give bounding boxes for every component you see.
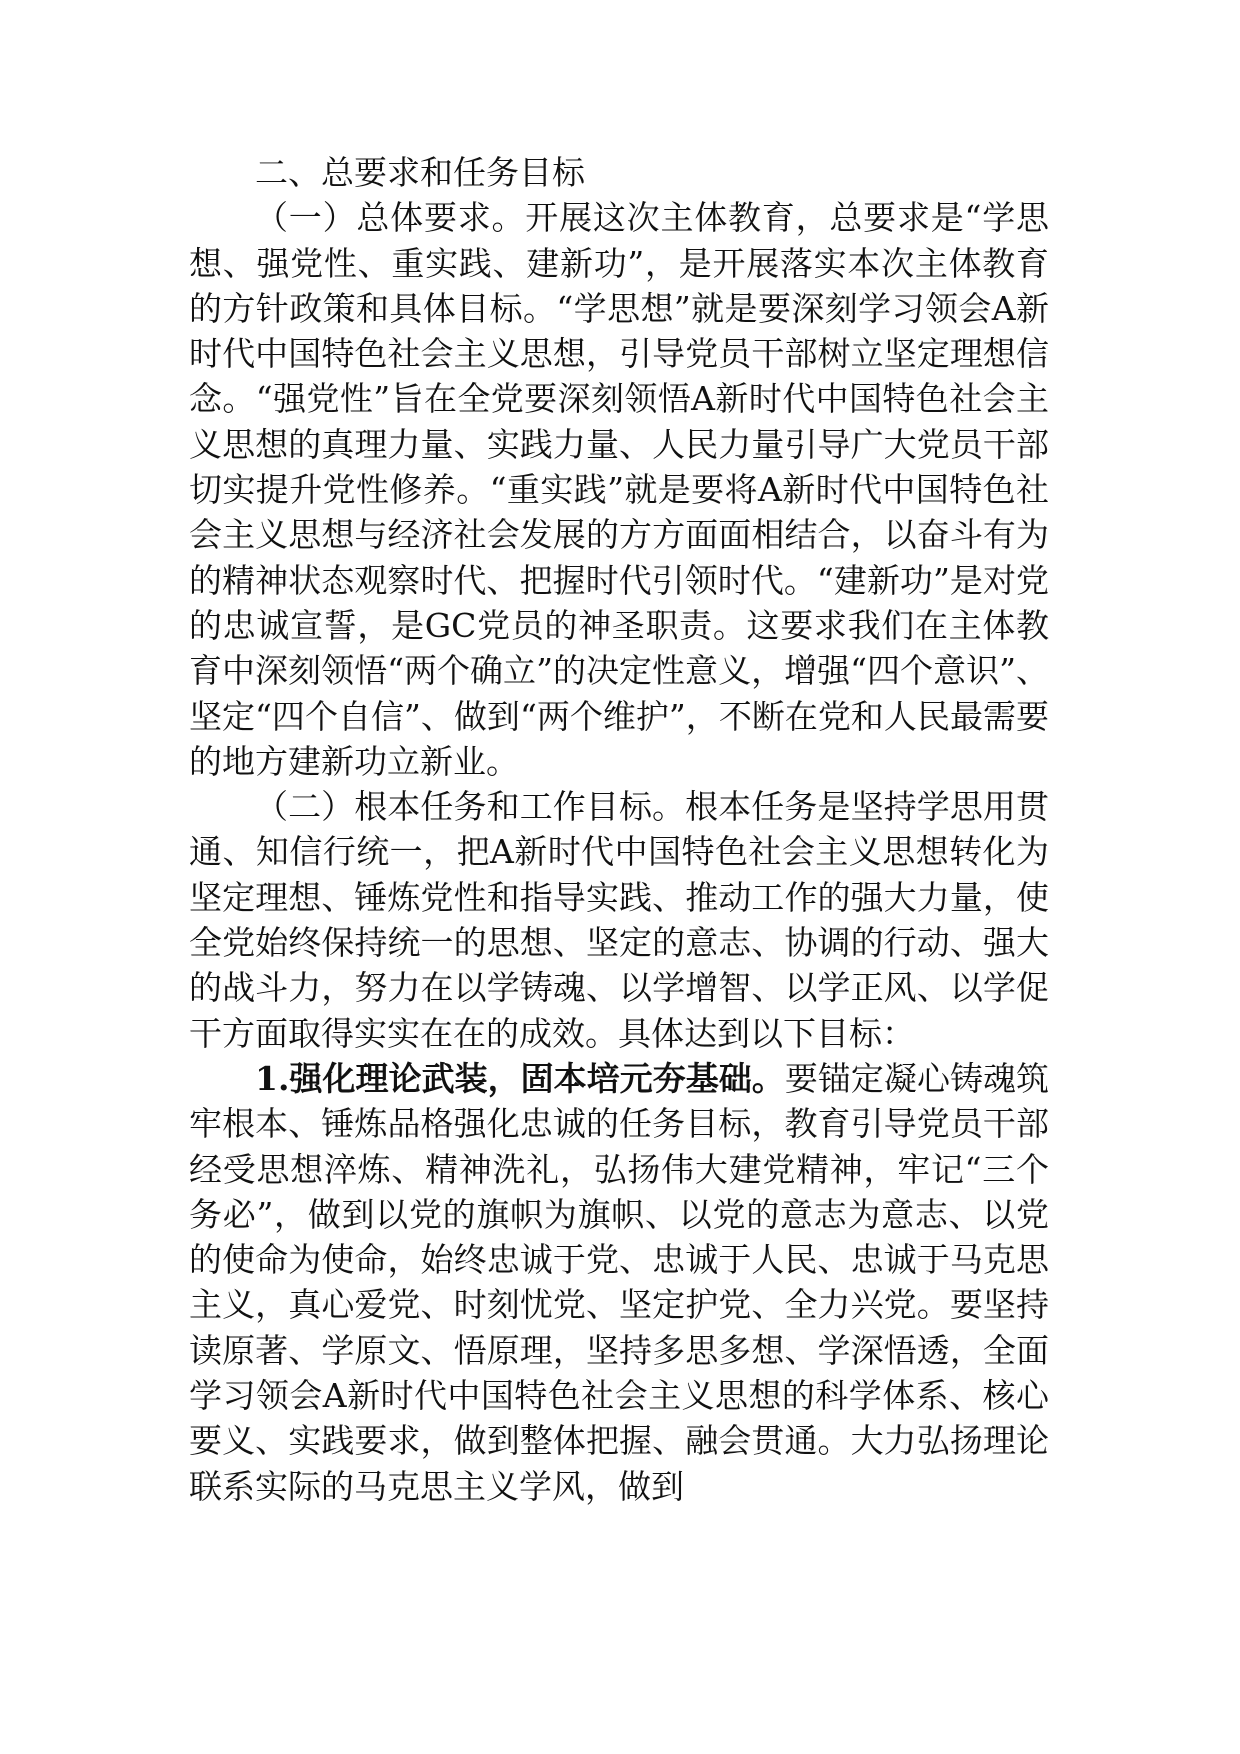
section-heading: 二、总要求和任务目标 [255, 153, 585, 192]
paragraph-goal-1 [189, 1056, 1049, 1509]
goal-1-body: 要锚定凝心铸魂筑牢根本、锤炼品格强化忠诚的任务目标，教育引导党员干部经受思想淬炼、精神洗礼，弘扬伟大建党精神，牢记“三个务必”，做到以党的旗帜为旗帜、以党的意志为意志、以党的使命为使命，始终忠诚于党、忠诚于人民、忠诚于马克思主义，真心爱党、时刻忧党、坚定护党、全力兴党。要坚持读原著、学原文、悟原理，坚持多思多想、学深悟透，全面学习领会A新时代中国特色社会主义思想的科学体系、核心要义、实践要求，做到整体把握、融会贯通。大力弘扬理论联系实际的马克思主义学风，做到 [189, 1058, 1050, 1506]
paragraph-fundamental-tasks: （二）根本任务和工作目标。根本任务是坚持学思用贯通、知信行统一，把A新时代中国特色社会主义思想转化为坚定理想、锤炼党性和指导实践、推动工作的强大力量，使全党始终保持统一的思想、坚定的意志、协调的行动、强大的战斗力，努力在以学铸魂、以学增智、以学正风、以学促干方面取得实实在在的成效。具体达到以下目标： [189, 787, 1049, 1053]
paragraph-overall-requirements: （一）总体要求。开展这次主体教育，总要求是“学思想、强党性、重实践、建新功”，是开展落实本次主体教育的方针政策和具体目标。“学思想”就是要深刻学习领会A新时代中国特色社会主义思想，引导党员干部树立坚定理想信念。“强党性”旨在全党要深刻领悟A新时代中国特色社会主义思想的真理力量、实践力量、人民力量引导广大党员干部切实提升党性修养。“重实践”就是要将A新时代中国特色社会主义思想与经济社会发展的方方面面相结合，以奋斗有为的精神状态观察时代、把握时代引领时代。“建新功”是对党的忠诚宣誓，是GC党员的神圣职责。这要求我们在主体教育中深刻领悟“两个确立”的决定性意义，增强“四个意识”、坚定“四个自信”、做到“两个维护”，不断在党和人民最需要的地方建新功立新业。 [189, 198, 1049, 781]
goal-1-title: 1.强化理论武装，固本培元夯基础。 [255, 1058, 785, 1098]
document-page [189, 150, 1049, 1509]
